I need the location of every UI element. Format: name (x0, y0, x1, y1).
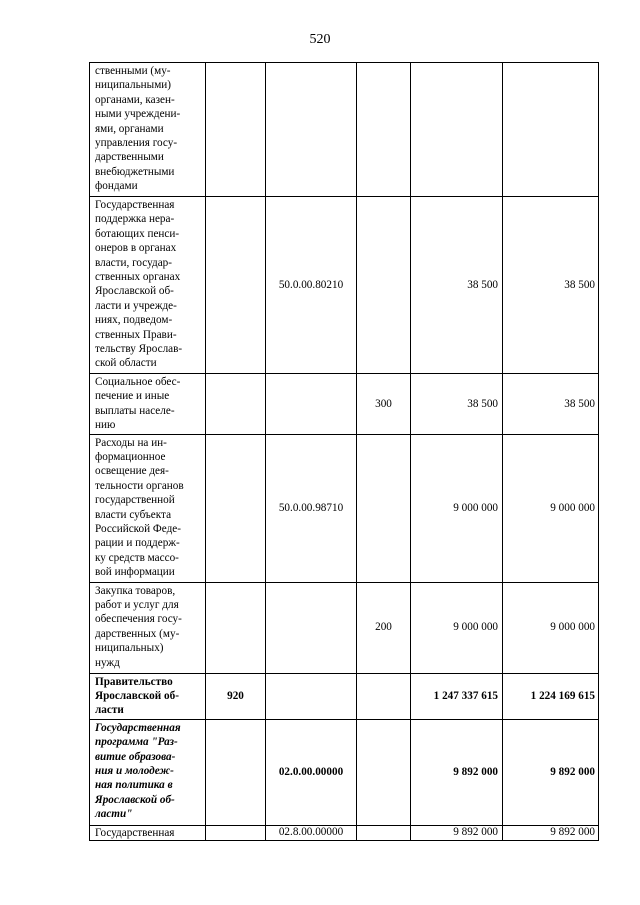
row-name-text: Государственная программа "Раз- витие образова- ния и молодеж- ная политика в Ярославской об- ласти" (95, 721, 181, 821)
target-code-cell: 50.0.00.98710 (266, 434, 357, 582)
target-code-cell: 02.8.00.00000 (266, 825, 357, 840)
sum-year2-cell: 38 500 (503, 197, 599, 374)
page-number: 520 (309, 32, 331, 47)
sum-year2-cell: 1 224 169 615 (503, 673, 599, 719)
ministry-code-cell (206, 374, 266, 435)
target-code-cell (266, 673, 357, 719)
expense-type-cell: 200 (357, 582, 411, 673)
ministry-code-cell (206, 582, 266, 673)
target-code-cell: 50.0.00.80210 (266, 197, 357, 374)
budget-table (89, 62, 599, 841)
expense-type-cell (357, 825, 411, 840)
table-row (90, 63, 599, 197)
sum-year2-cell: 9 892 000 (503, 825, 599, 840)
table-row (90, 673, 599, 719)
row-name-text: Государственная (95, 826, 175, 839)
row-name-text: Расходы на ин- формационное освещение дея- тельности органов государственной власти субъекта Российской Феде- рации и поддерж- ку средств массо- вой информации (95, 436, 184, 579)
sum-year2-cell (503, 63, 599, 197)
row-name-cell (90, 63, 206, 197)
sum-year2-cell: 38 500 (503, 374, 599, 435)
table-row (90, 374, 599, 435)
expense-type-cell (357, 673, 411, 719)
row-name-text: Государственная поддержка нера- ботающих пенси- онеров в органах власти, государ- ственных органах Ярославской об- ласти и учрежде- ниях, подведом- ственных Прави- тельству Ярослав- ской области (95, 199, 183, 370)
row-name-cell (90, 434, 206, 582)
expense-type-cell (357, 719, 411, 825)
ministry-code-cell (206, 434, 266, 582)
expense-type-cell (357, 63, 411, 197)
table-row (90, 582, 599, 673)
target-code-cell (266, 582, 357, 673)
sum-year1-cell: 1 247 337 615 (411, 673, 503, 719)
row-name-cell (90, 825, 206, 840)
row-name-cell (90, 374, 206, 435)
sum-year1-cell: 38 500 (411, 197, 503, 374)
table-row (90, 719, 599, 825)
target-code-cell (266, 63, 357, 197)
sum-year2-cell: 9 000 000 (503, 582, 599, 673)
row-name-text: ственными (му- ниципальными) органами, казен- ными учреждени- ями, органами управления госу- дарственными внебюджетными фондами (95, 65, 181, 193)
sum-year1-cell: 9 000 000 (411, 582, 503, 673)
row-name-text: Правительство Ярославской об- ласти (95, 675, 179, 717)
ministry-code-cell: 920 (206, 673, 266, 719)
table-row (90, 825, 599, 840)
sum-year1-cell: 9 892 000 (411, 825, 503, 840)
row-name-cell (90, 673, 206, 719)
sum-year1-cell (411, 63, 503, 197)
ministry-code-cell (206, 825, 266, 840)
sum-year1-cell: 9 000 000 (411, 434, 503, 582)
sum-year2-cell: 9 000 000 (503, 434, 599, 582)
row-name-cell (90, 197, 206, 374)
expense-type-cell (357, 434, 411, 582)
ministry-code-cell (206, 197, 266, 374)
expense-type-cell (357, 197, 411, 374)
table-row (90, 197, 599, 374)
ministry-code-cell (206, 719, 266, 825)
ministry-code-cell (206, 63, 266, 197)
sum-year2-cell: 9 892 000 (503, 719, 599, 825)
target-code-cell: 02.0.00.00000 (266, 719, 357, 825)
row-name-text: Закупка товаров, работ и услуг для обеспечения госу- дарственных (му- ниципальных) нужд (95, 584, 182, 669)
table-row (90, 434, 599, 582)
target-code-cell (266, 374, 357, 435)
sum-year1-cell: 38 500 (411, 374, 503, 435)
sum-year1-cell: 9 892 000 (411, 719, 503, 825)
row-name-cell (90, 582, 206, 673)
row-name-text: Социальное обес- печение и иные выплаты населе- нию (95, 376, 181, 432)
row-name-cell (90, 719, 206, 825)
expense-type-cell: 300 (357, 374, 411, 435)
